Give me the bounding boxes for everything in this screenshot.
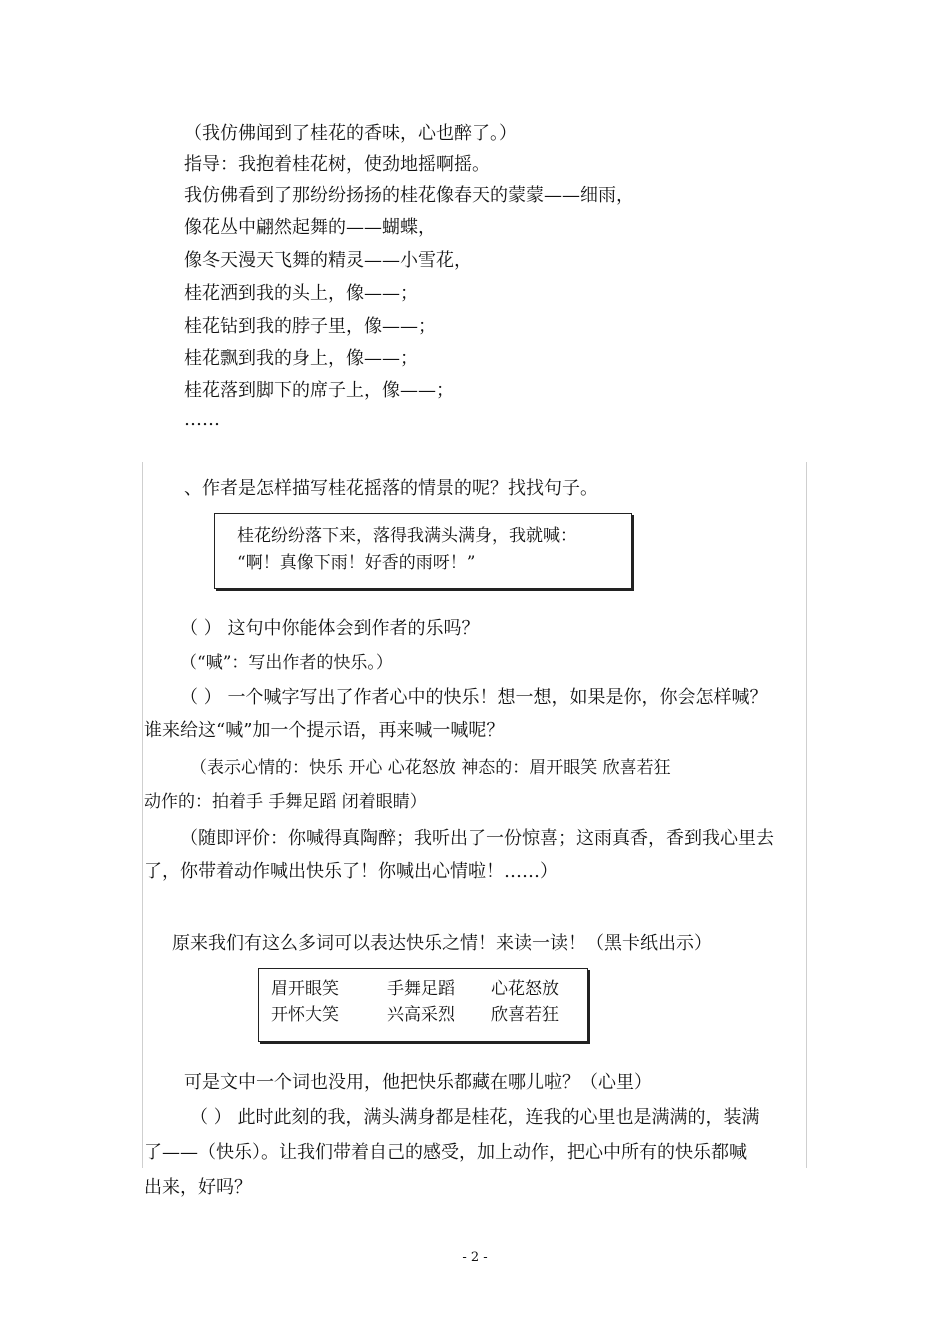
word-item: 开怀大笑 — [271, 1005, 339, 1025]
quote-line-1: 桂花纷纷落下来，落得我满头满身，我就喊： — [237, 526, 577, 546]
intro-line: 原来我们有这么多词可以表达快乐之情！来读一读！（黑卡纸出示） — [172, 933, 712, 954]
text-line: 桂花钻到我的脖子里，像——； — [184, 316, 436, 337]
text-line: 桂花洒到我的头上，像——； — [184, 283, 418, 304]
right-border-line — [806, 462, 807, 1168]
text-line: 像冬天漫天飞舞的精灵——小雪花， — [184, 250, 472, 271]
word-item: 欣喜若狂 — [491, 1005, 559, 1025]
quote-box — [214, 513, 632, 589]
question-line: 、作者是怎样描写桂花摇落的情景的呢？找找句子。 — [184, 478, 598, 499]
ellipsis-line: …… — [184, 409, 220, 430]
text-line: 了——（快乐）。让我们带着自己的感受，加上动作，把心中所有的快乐都喊 — [144, 1142, 747, 1163]
text-line: 了，你带着动作喊出快乐了！你喊出心情啦！……） — [144, 861, 558, 882]
quote-line-2: “啊！真像下雨！好香的雨呀！” — [237, 553, 476, 573]
text-line: 动作的：拍着手 手舞足蹈 闭着眼睛） — [144, 792, 427, 812]
word-box — [258, 968, 588, 1042]
text-line: （ ） 这句中你能体会到作者的乐吗？ — [180, 618, 480, 639]
word-item: 兴高采烈 — [387, 1005, 455, 1025]
text-line: （ ） 一个喊字写出了作者心中的快乐！想一想，如果是你，你会怎样喊？ — [180, 687, 768, 708]
text-line: 指导：我抱着桂花树，使劲地摇啊摇。 — [184, 154, 490, 175]
word-item: 眉开眼笑 — [271, 979, 339, 999]
page-number: - 2 - — [462, 1250, 488, 1265]
text-line: 可是文中一个词也没用，他把快乐都藏在哪儿啦？（心里） — [184, 1072, 652, 1093]
text-line: （表示心情的：快乐 开心 心花怒放 神态的：眉开眼笑 欣喜若狂 — [190, 758, 671, 778]
left-border-line — [142, 462, 143, 1168]
text-line: 谁来给这“喊”加一个提示语，再来喊一喊呢？ — [144, 720, 505, 741]
text-line: （随即评价：你喊得真陶醉；我听出了一份惊喜；这雨真香，香到我心里去 — [180, 828, 774, 849]
text-line: 桂花落到脚下的席子上，像——； — [184, 380, 454, 401]
word-item: 手舞足蹈 — [387, 979, 455, 999]
text-line: 我仿佛看到了那纷纷扬扬的桂花像春天的蒙蒙——细雨， — [184, 185, 634, 206]
text-line: 出来，好吗？ — [144, 1177, 252, 1198]
word-item: 心花怒放 — [491, 979, 559, 999]
text-line: （ ） 此时此刻的我，满头满身都是桂花，连我的心里也是满满的，装满 — [190, 1107, 760, 1128]
text-line: 像花丛中翩然起舞的——蝴蝶， — [184, 217, 436, 238]
text-line: 桂花飘到我的身上，像——； — [184, 348, 418, 369]
text-line: （我仿佛闻到了桂花的香味，心也醉了。） — [184, 123, 517, 144]
text-line: （“喊”：写出作者的快乐。） — [180, 653, 393, 673]
